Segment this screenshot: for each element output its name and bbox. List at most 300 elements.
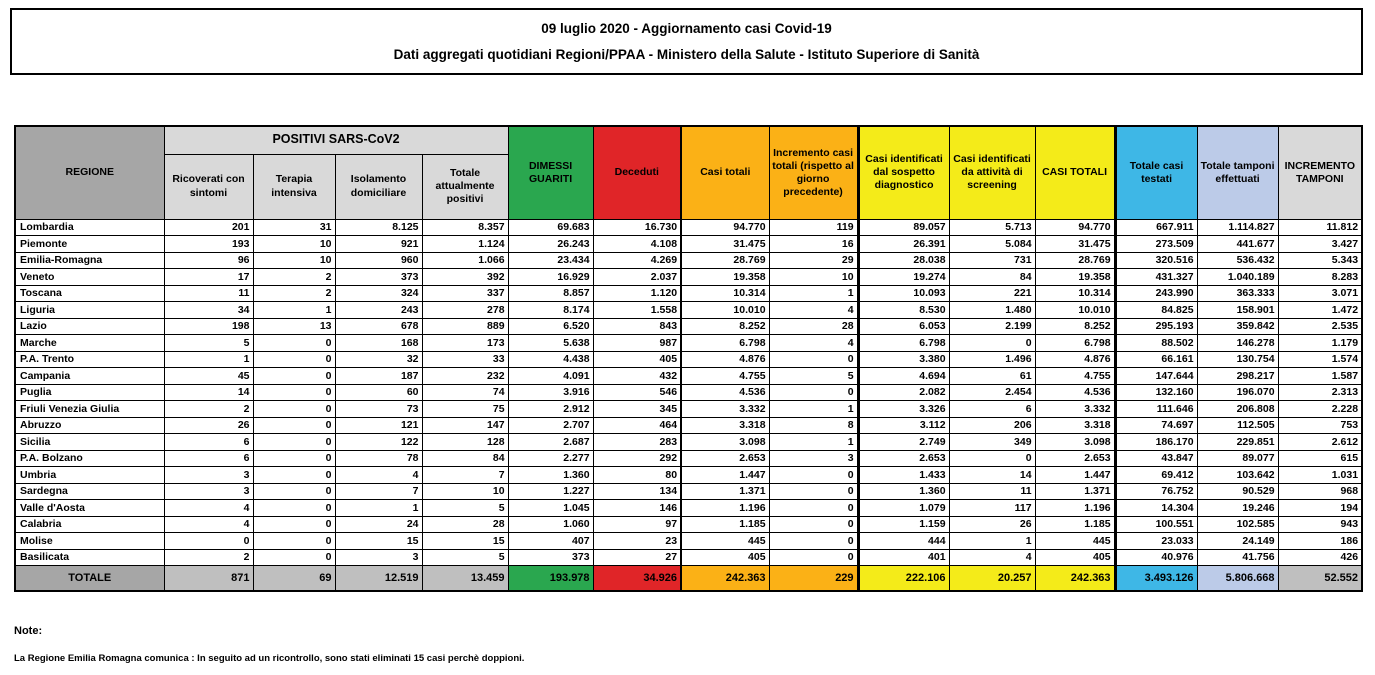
value-cell: 407 — [508, 533, 593, 550]
region-cell: Liguria — [15, 302, 164, 319]
value-cell: 84 — [949, 269, 1035, 286]
value-cell: 2.707 — [508, 417, 593, 434]
value-cell: 432 — [593, 368, 681, 385]
notes-section — [14, 625, 524, 664]
table-row — [15, 318, 1362, 335]
value-cell: 3.112 — [858, 417, 949, 434]
value-cell: 132.160 — [1115, 384, 1197, 401]
value-cell: 84.825 — [1115, 302, 1197, 319]
value-cell: 15 — [422, 533, 508, 550]
value-cell: 1 — [769, 434, 858, 451]
value-cell: 112.505 — [1197, 417, 1278, 434]
region-cell: Lombardia — [15, 219, 164, 236]
total-value-cell: 20.257 — [949, 566, 1035, 591]
value-cell: 3.380 — [858, 351, 949, 368]
value-cell: 26 — [949, 516, 1035, 533]
value-cell: 0 — [253, 335, 335, 352]
value-cell: 1.120 — [593, 285, 681, 302]
column-header-totale-tamponi-effettuati: Totale tamponi effettuati — [1197, 126, 1278, 219]
value-cell: 405 — [1035, 549, 1115, 566]
value-cell: 401 — [858, 549, 949, 566]
value-cell: 43.847 — [1115, 450, 1197, 467]
value-cell: 1.447 — [681, 467, 769, 484]
value-cell: 16.730 — [593, 219, 681, 236]
value-cell: 187 — [335, 368, 422, 385]
value-cell: 4.091 — [508, 368, 593, 385]
value-cell: 6.798 — [681, 335, 769, 352]
value-cell: 2.653 — [681, 450, 769, 467]
value-cell: 31.475 — [681, 236, 769, 253]
region-cell: Sardegna — [15, 483, 164, 500]
value-cell: 146.278 — [1197, 335, 1278, 352]
table-footer — [15, 566, 1362, 591]
table-row — [15, 401, 1362, 418]
value-cell: 173 — [422, 335, 508, 352]
value-cell: 69.412 — [1115, 467, 1197, 484]
column-header-deceduti: Deceduti — [593, 126, 681, 219]
value-cell: 10.314 — [1035, 285, 1115, 302]
value-cell: 10.010 — [1035, 302, 1115, 319]
value-cell: 889 — [422, 318, 508, 335]
value-cell: 119 — [769, 219, 858, 236]
title-line-2: Dati aggregati quotidiani Regioni/PPAA - Ministero della Salute - Istituto Superiore di Sanità — [393, 47, 980, 62]
column-header-regione: REGIONE — [15, 126, 164, 219]
value-cell: 5.638 — [508, 335, 593, 352]
value-cell: 6 — [164, 434, 253, 451]
value-cell: 90.529 — [1197, 483, 1278, 500]
value-cell: 1.447 — [1035, 467, 1115, 484]
value-cell: 292 — [593, 450, 681, 467]
value-cell: 31.475 — [1035, 236, 1115, 253]
value-cell: 16 — [769, 236, 858, 253]
value-cell: 89.057 — [858, 219, 949, 236]
value-cell: 1.185 — [1035, 516, 1115, 533]
value-cell: 4.269 — [593, 252, 681, 269]
value-cell: 2.749 — [858, 434, 949, 451]
region-cell: Puglia — [15, 384, 164, 401]
value-cell: 80 — [593, 467, 681, 484]
value-cell: 97 — [593, 516, 681, 533]
table-row — [15, 434, 1362, 451]
value-cell: 5 — [164, 335, 253, 352]
value-cell: 198 — [164, 318, 253, 335]
value-cell: 363.333 — [1197, 285, 1278, 302]
value-cell: 1.227 — [508, 483, 593, 500]
value-cell: 0 — [949, 450, 1035, 467]
value-cell: 1.196 — [1035, 500, 1115, 517]
table-row — [15, 516, 1362, 533]
total-row — [15, 566, 1362, 591]
value-cell: 0 — [253, 351, 335, 368]
value-cell: 186.170 — [1115, 434, 1197, 451]
value-cell: 84 — [422, 450, 508, 467]
region-cell: Toscana — [15, 285, 164, 302]
value-cell: 193 — [164, 236, 253, 253]
value-cell: 0 — [769, 533, 858, 550]
column-header-ricoverati-con-sintomi: Ricoverati con sintomi — [164, 154, 253, 219]
value-cell: 1.114.827 — [1197, 219, 1278, 236]
column-header-casi-sospetto-diagnostico: Casi identificati dal sospetto diagnostico — [858, 126, 949, 219]
table-row — [15, 285, 1362, 302]
value-cell: 2.228 — [1278, 401, 1362, 418]
value-cell: 3.332 — [681, 401, 769, 418]
value-cell: 6.053 — [858, 318, 949, 335]
value-cell: 8.252 — [1035, 318, 1115, 335]
value-cell: 445 — [1035, 533, 1115, 550]
value-cell: 15 — [335, 533, 422, 550]
value-cell: 60 — [335, 384, 422, 401]
value-cell: 2.535 — [1278, 318, 1362, 335]
value-cell: 31 — [253, 219, 335, 236]
value-cell: 194 — [1278, 500, 1362, 517]
table-row — [15, 351, 1362, 368]
total-label-cell: TOTALE — [15, 566, 164, 591]
value-cell: 373 — [335, 269, 422, 286]
value-cell: 546 — [593, 384, 681, 401]
value-cell: 405 — [681, 549, 769, 566]
value-cell: 392 — [422, 269, 508, 286]
value-cell: 32 — [335, 351, 422, 368]
total-value-cell: 3.493.126 — [1115, 566, 1197, 591]
notes-heading: Note: — [14, 625, 43, 637]
value-cell: 3.332 — [1035, 401, 1115, 418]
value-cell: 4.755 — [1035, 368, 1115, 385]
value-cell: 278 — [422, 302, 508, 319]
value-cell: 987 — [593, 335, 681, 352]
column-header-totale-casi-testati: Totale casi testati — [1115, 126, 1197, 219]
value-cell: 41.756 — [1197, 549, 1278, 566]
value-cell: 0 — [253, 450, 335, 467]
value-cell: 5.343 — [1278, 252, 1362, 269]
table-row — [15, 335, 1362, 352]
value-cell: 28 — [422, 516, 508, 533]
value-cell: 40.976 — [1115, 549, 1197, 566]
value-cell: 14 — [164, 384, 253, 401]
value-cell: 28.769 — [1035, 252, 1115, 269]
value-cell: 2.037 — [593, 269, 681, 286]
value-cell: 28 — [769, 318, 858, 335]
value-cell: 960 — [335, 252, 422, 269]
value-cell: 3 — [335, 549, 422, 566]
region-cell: Umbria — [15, 467, 164, 484]
value-cell: 19.274 — [858, 269, 949, 286]
table-row — [15, 467, 1362, 484]
value-cell: 2.454 — [949, 384, 1035, 401]
value-cell: 0 — [769, 483, 858, 500]
value-cell: 73 — [335, 401, 422, 418]
value-cell: 4.536 — [1035, 384, 1115, 401]
value-cell: 2.612 — [1278, 434, 1362, 451]
value-cell: 89.077 — [1197, 450, 1278, 467]
value-cell: 2.912 — [508, 401, 593, 418]
value-cell: 78 — [335, 450, 422, 467]
title-line-1: 09 luglio 2020 - Aggiornamento casi Covid-19 — [541, 21, 832, 36]
value-cell: 4.108 — [593, 236, 681, 253]
value-cell: 158.901 — [1197, 302, 1278, 319]
region-cell: Piemonte — [15, 236, 164, 253]
value-cell: 33 — [422, 351, 508, 368]
total-value-cell: 193.978 — [508, 566, 593, 591]
region-cell: Molise — [15, 533, 164, 550]
value-cell: 359.842 — [1197, 318, 1278, 335]
value-cell: 464 — [593, 417, 681, 434]
value-cell: 324 — [335, 285, 422, 302]
value-cell: 2.199 — [949, 318, 1035, 335]
value-cell: 1.360 — [858, 483, 949, 500]
column-header-casi-attivita-screening: Casi identificati da attività di screening — [949, 126, 1035, 219]
value-cell: 2.653 — [1035, 450, 1115, 467]
value-cell: 94.770 — [681, 219, 769, 236]
value-cell: 69.683 — [508, 219, 593, 236]
value-cell: 117 — [949, 500, 1035, 517]
value-cell: 8.125 — [335, 219, 422, 236]
value-cell: 6.798 — [858, 335, 949, 352]
value-cell: 3.326 — [858, 401, 949, 418]
value-cell: 345 — [593, 401, 681, 418]
value-cell: 1.480 — [949, 302, 1035, 319]
value-cell: 1.079 — [858, 500, 949, 517]
value-cell: 3.098 — [681, 434, 769, 451]
value-cell: 968 — [1278, 483, 1362, 500]
value-cell: 8.252 — [681, 318, 769, 335]
value-cell: 24 — [335, 516, 422, 533]
value-cell: 4 — [164, 516, 253, 533]
value-cell: 186 — [1278, 533, 1362, 550]
value-cell: 1.558 — [593, 302, 681, 319]
value-cell: 0 — [769, 500, 858, 517]
region-cell: Sicilia — [15, 434, 164, 451]
value-cell: 7 — [422, 467, 508, 484]
column-header-totale-attualmente-positivi: Totale attualmente positivi — [422, 154, 508, 219]
value-cell: 843 — [593, 318, 681, 335]
value-cell: 23.434 — [508, 252, 593, 269]
value-cell: 11 — [164, 285, 253, 302]
value-cell: 23 — [593, 533, 681, 550]
value-cell: 10.093 — [858, 285, 949, 302]
value-cell: 2.313 — [1278, 384, 1362, 401]
value-cell: 4.876 — [1035, 351, 1115, 368]
value-cell: 3 — [164, 467, 253, 484]
value-cell: 206.808 — [1197, 401, 1278, 418]
value-cell: 0 — [253, 417, 335, 434]
value-cell: 24.149 — [1197, 533, 1278, 550]
value-cell: 753 — [1278, 417, 1362, 434]
value-cell: 1 — [335, 500, 422, 517]
column-header-isolamento-domiciliare: Isolamento domiciliare — [335, 154, 422, 219]
table-row — [15, 269, 1362, 286]
covid-data-table — [14, 125, 1363, 592]
table-header — [15, 126, 1362, 219]
value-cell: 14 — [949, 467, 1035, 484]
total-value-cell: 34.926 — [593, 566, 681, 591]
value-cell: 1.587 — [1278, 368, 1362, 385]
value-cell: 147 — [422, 417, 508, 434]
value-cell: 10 — [253, 236, 335, 253]
value-cell: 1.124 — [422, 236, 508, 253]
region-cell: Abruzzo — [15, 417, 164, 434]
value-cell: 34 — [164, 302, 253, 319]
value-cell: 441.677 — [1197, 236, 1278, 253]
value-cell: 88.502 — [1115, 335, 1197, 352]
value-cell: 23.033 — [1115, 533, 1197, 550]
value-cell: 431.327 — [1115, 269, 1197, 286]
value-cell: 6.520 — [508, 318, 593, 335]
total-value-cell: 52.552 — [1278, 566, 1362, 591]
table-row — [15, 533, 1362, 550]
value-cell: 1.179 — [1278, 335, 1362, 352]
value-cell: 221 — [949, 285, 1035, 302]
value-cell: 147.644 — [1115, 368, 1197, 385]
total-value-cell: 229 — [769, 566, 858, 591]
value-cell: 1.371 — [1035, 483, 1115, 500]
value-cell: 405 — [593, 351, 681, 368]
value-cell: 0 — [253, 483, 335, 500]
value-cell: 2 — [164, 401, 253, 418]
value-cell: 1.040.189 — [1197, 269, 1278, 286]
value-cell: 3.318 — [681, 417, 769, 434]
region-cell: P.A. Bolzano — [15, 450, 164, 467]
value-cell: 320.516 — [1115, 252, 1197, 269]
value-cell: 295.193 — [1115, 318, 1197, 335]
value-cell: 3.071 — [1278, 285, 1362, 302]
value-cell: 1.371 — [681, 483, 769, 500]
value-cell: 1.185 — [681, 516, 769, 533]
value-cell: 10.010 — [681, 302, 769, 319]
value-cell: 3.318 — [1035, 417, 1115, 434]
value-cell: 122 — [335, 434, 422, 451]
value-cell: 5 — [422, 549, 508, 566]
value-cell: 0 — [949, 335, 1035, 352]
region-cell: Campania — [15, 368, 164, 385]
value-cell: 10 — [253, 252, 335, 269]
value-cell: 3.427 — [1278, 236, 1362, 253]
region-cell: Calabria — [15, 516, 164, 533]
value-cell: 444 — [858, 533, 949, 550]
value-cell: 16.929 — [508, 269, 593, 286]
table-body — [15, 219, 1362, 566]
value-cell: 1.496 — [949, 351, 1035, 368]
value-cell: 3 — [164, 483, 253, 500]
value-cell: 298.217 — [1197, 368, 1278, 385]
table-row — [15, 236, 1362, 253]
value-cell: 146 — [593, 500, 681, 517]
value-cell: 1 — [949, 533, 1035, 550]
value-cell: 45 — [164, 368, 253, 385]
total-value-cell: 222.106 — [858, 566, 949, 591]
region-cell: P.A. Trento — [15, 351, 164, 368]
value-cell: 1.031 — [1278, 467, 1362, 484]
value-cell: 1.060 — [508, 516, 593, 533]
value-cell: 8.357 — [422, 219, 508, 236]
column-group-positivi-sars-cov2: POSITIVI SARS-CoV2 — [164, 126, 508, 154]
value-cell: 201 — [164, 219, 253, 236]
value-cell: 1.066 — [422, 252, 508, 269]
value-cell: 4 — [769, 302, 858, 319]
value-cell: 94.770 — [1035, 219, 1115, 236]
notes-line: La Regione Emilia Romagna comunica : In seguito ad un ricontrollo, sono stati eliminati 15 casi perchè doppioni. — [14, 653, 525, 664]
value-cell: 10 — [769, 269, 858, 286]
value-cell: 0 — [253, 516, 335, 533]
value-cell: 10 — [422, 483, 508, 500]
total-value-cell: 5.806.668 — [1197, 566, 1278, 591]
value-cell: 678 — [335, 318, 422, 335]
value-cell: 536.432 — [1197, 252, 1278, 269]
value-cell: 1.472 — [1278, 302, 1362, 319]
value-cell: 74.697 — [1115, 417, 1197, 434]
value-cell: 128 — [422, 434, 508, 451]
value-cell: 5.713 — [949, 219, 1035, 236]
value-cell: 667.911 — [1115, 219, 1197, 236]
value-cell: 5 — [769, 368, 858, 385]
value-cell: 229.851 — [1197, 434, 1278, 451]
value-cell: 943 — [1278, 516, 1362, 533]
total-value-cell: 871 — [164, 566, 253, 591]
value-cell: 232 — [422, 368, 508, 385]
value-cell: 28.038 — [858, 252, 949, 269]
value-cell: 445 — [681, 533, 769, 550]
region-cell: Marche — [15, 335, 164, 352]
region-cell: Lazio — [15, 318, 164, 335]
value-cell: 615 — [1278, 450, 1362, 467]
value-cell: 0 — [769, 516, 858, 533]
value-cell: 1 — [164, 351, 253, 368]
value-cell: 100.551 — [1115, 516, 1197, 533]
value-cell: 349 — [949, 434, 1035, 451]
total-value-cell: 242.363 — [681, 566, 769, 591]
value-cell: 29 — [769, 252, 858, 269]
total-value-cell: 242.363 — [1035, 566, 1115, 591]
value-cell: 111.646 — [1115, 401, 1197, 418]
value-cell: 4.536 — [681, 384, 769, 401]
value-cell: 1 — [769, 285, 858, 302]
value-cell: 0 — [769, 384, 858, 401]
table-row — [15, 219, 1362, 236]
table-row — [15, 252, 1362, 269]
value-cell: 1.196 — [681, 500, 769, 517]
value-cell: 26 — [164, 417, 253, 434]
table-row — [15, 483, 1362, 500]
value-cell: 19.246 — [1197, 500, 1278, 517]
value-cell: 6 — [164, 450, 253, 467]
value-cell: 243 — [335, 302, 422, 319]
value-cell: 0 — [769, 549, 858, 566]
value-cell: 168 — [335, 335, 422, 352]
value-cell: 731 — [949, 252, 1035, 269]
value-cell: 1.360 — [508, 467, 593, 484]
value-cell: 19.358 — [681, 269, 769, 286]
value-cell: 8.283 — [1278, 269, 1362, 286]
value-cell: 3.916 — [508, 384, 593, 401]
value-cell: 11.812 — [1278, 219, 1362, 236]
value-cell: 75 — [422, 401, 508, 418]
value-cell: 373 — [508, 549, 593, 566]
value-cell: 0 — [253, 500, 335, 517]
total-value-cell: 12.519 — [335, 566, 422, 591]
value-cell: 0 — [253, 401, 335, 418]
value-cell: 4.876 — [681, 351, 769, 368]
value-cell: 273.509 — [1115, 236, 1197, 253]
value-cell: 19.358 — [1035, 269, 1115, 286]
value-cell: 2.687 — [508, 434, 593, 451]
value-cell: 1.045 — [508, 500, 593, 517]
column-header-incremento-casi-totali: Incremento casi totali (rispetto al giorno precedente) — [769, 126, 858, 219]
value-cell: 14.304 — [1115, 500, 1197, 517]
value-cell: 96 — [164, 252, 253, 269]
region-cell: Basilicata — [15, 549, 164, 566]
column-header-casi-totali: Casi totali — [681, 126, 769, 219]
table-row — [15, 450, 1362, 467]
value-cell: 8.174 — [508, 302, 593, 319]
